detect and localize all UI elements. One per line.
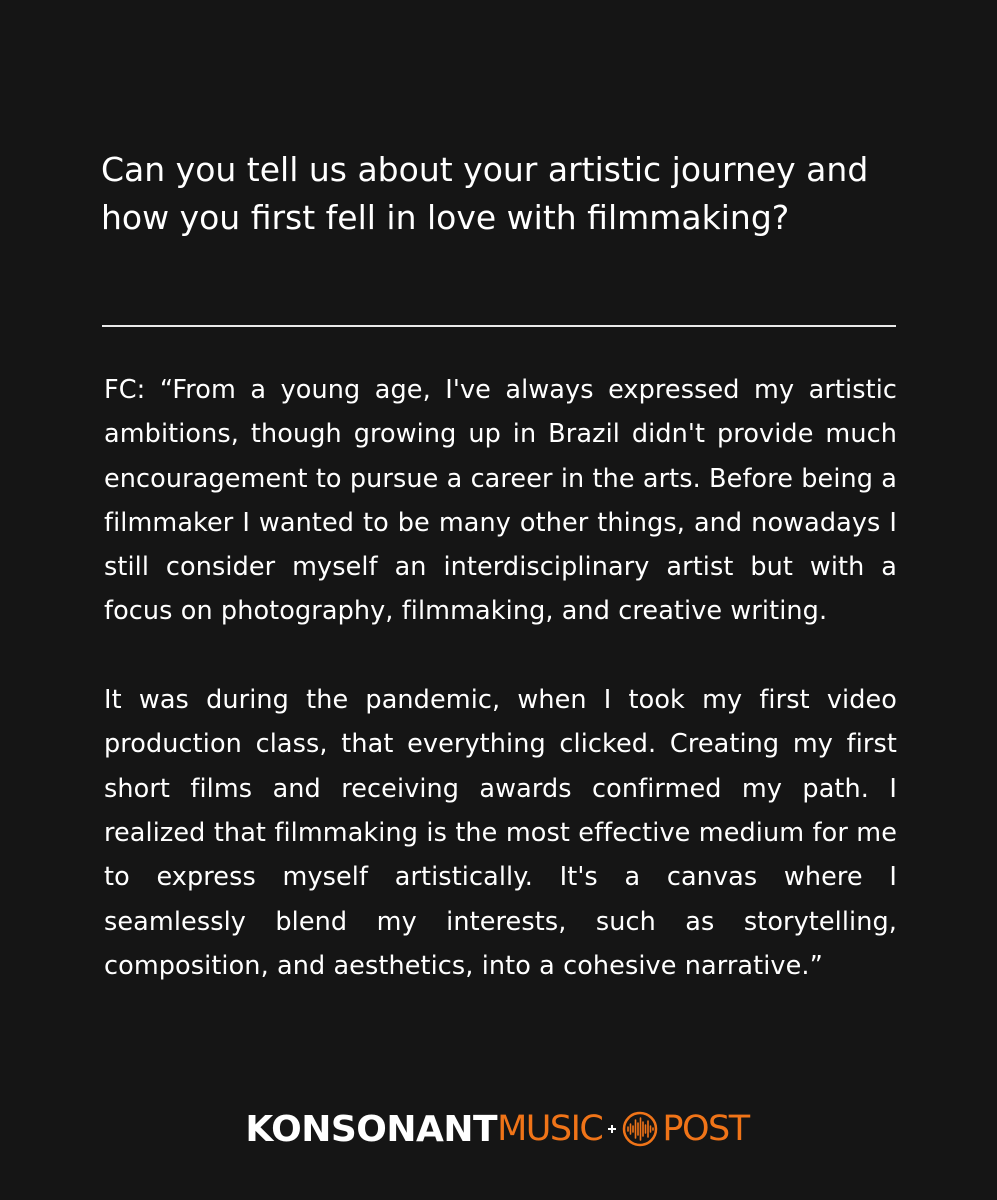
logo-wordmark-music: MUSIC: [497, 1109, 603, 1149]
interview-question: Can you tell us about your artistic journey and how you first fell in love with filmmaking?: [101, 150, 869, 237]
logo-wordmark-post: POST: [662, 1109, 749, 1149]
answer-paragraph: FC: “From a young age, I've always expressed my artistic ambitions, though growing up in Brazil didn't provide much encouragement to pursue a career in the arts. Before being a filmmaker I wanted to be many other things, and nowadays I still consider myself an interdisciplinary artist but with a focus on photography, filmmaking, and creative writing.: [104, 375, 897, 627]
logo-wordmark-konsonant: KONSONANT: [245, 1108, 498, 1150]
answer-paragraph: It was during the pandemic, when I took my first video production class, that everything clicked. Creating my first short films and receiving awards confirmed my path. I realized that filmmaking is the most effective medium for me to express myself artistically. It's a canvas where I seamlessly blend my interests, such as storytelling, composition, and aesthetics, into a cohesive narrative.”: [104, 685, 897, 981]
plus-soundwave-icon: [603, 1109, 661, 1149]
interview-answer: [104, 368, 897, 988]
brand-logo: [0, 1106, 997, 1152]
divider-line: [102, 325, 896, 327]
